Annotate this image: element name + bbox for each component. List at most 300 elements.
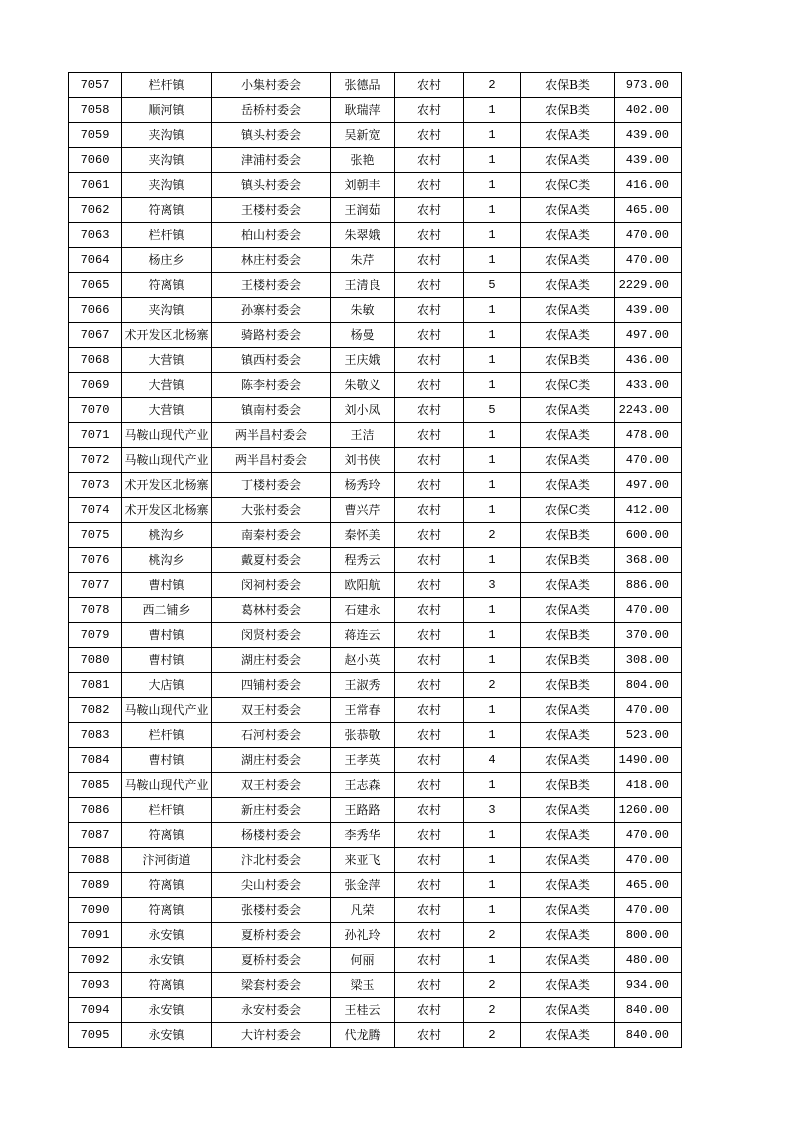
household-count-cell: 1 <box>464 448 521 473</box>
village-cell: 汴北村委会 <box>212 848 331 873</box>
amount-cell: 465.00 <box>615 873 682 898</box>
insurance-category-cell: 农保B类 <box>521 348 615 373</box>
household-count-cell: 3 <box>464 573 521 598</box>
serial-number-cell: 7058 <box>69 98 122 123</box>
serial-number-cell: 7060 <box>69 148 122 173</box>
insurance-category-cell: 农保A类 <box>521 973 615 998</box>
town-cell: 马鞍山现代产业 <box>122 698 212 723</box>
area-type-cell: 农村 <box>395 823 464 848</box>
table-row <box>69 923 682 948</box>
amount-cell: 886.00 <box>615 573 682 598</box>
household-count-cell: 1 <box>464 148 521 173</box>
town-cell: 大营镇 <box>122 348 212 373</box>
household-count-cell: 1 <box>464 898 521 923</box>
town-cell: 夹沟镇 <box>122 298 212 323</box>
table-row <box>69 823 682 848</box>
town-cell: 栏杆镇 <box>122 798 212 823</box>
town-cell: 永安镇 <box>122 948 212 973</box>
household-count-cell: 1 <box>464 423 521 448</box>
area-type-cell: 农村 <box>395 548 464 573</box>
household-count-cell: 1 <box>464 298 521 323</box>
serial-number-cell: 7075 <box>69 523 122 548</box>
serial-number-cell: 7088 <box>69 848 122 873</box>
town-cell: 永安镇 <box>122 1023 212 1048</box>
amount-cell: 368.00 <box>615 548 682 573</box>
insurance-category-cell: 农保A类 <box>521 923 615 948</box>
table-row <box>69 473 682 498</box>
table-row <box>69 373 682 398</box>
town-cell: 符离镇 <box>122 873 212 898</box>
insurance-category-cell: 农保A类 <box>521 848 615 873</box>
town-cell: 曹村镇 <box>122 573 212 598</box>
town-cell: 马鞍山现代产业 <box>122 773 212 798</box>
area-type-cell: 农村 <box>395 98 464 123</box>
amount-cell: 470.00 <box>615 898 682 923</box>
insurance-category-cell: 农保B类 <box>521 73 615 98</box>
town-cell: 大店镇 <box>122 673 212 698</box>
insurance-category-cell: 农保B类 <box>521 773 615 798</box>
table-row <box>69 648 682 673</box>
area-type-cell: 农村 <box>395 848 464 873</box>
village-cell: 双王村委会 <box>212 698 331 723</box>
area-type-cell: 农村 <box>395 998 464 1023</box>
household-count-cell: 1 <box>464 598 521 623</box>
insurance-category-cell: 农保B类 <box>521 98 615 123</box>
amount-cell: 840.00 <box>615 1023 682 1048</box>
household-count-cell: 2 <box>464 1023 521 1048</box>
table-row <box>69 773 682 798</box>
person-name-cell: 张德品 <box>331 73 395 98</box>
serial-number-cell: 7091 <box>69 923 122 948</box>
table-row <box>69 798 682 823</box>
town-cell: 符离镇 <box>122 973 212 998</box>
insurance-category-cell: 农保B类 <box>521 623 615 648</box>
household-count-cell: 1 <box>464 623 521 648</box>
area-type-cell: 农村 <box>395 298 464 323</box>
insurance-category-cell: 农保A类 <box>521 748 615 773</box>
town-cell: 符离镇 <box>122 198 212 223</box>
table-row <box>69 598 682 623</box>
table-row <box>69 498 682 523</box>
village-cell: 杨楼村委会 <box>212 823 331 848</box>
person-name-cell: 王桂云 <box>331 998 395 1023</box>
village-cell: 镇头村委会 <box>212 123 331 148</box>
amount-cell: 1490.00 <box>615 748 682 773</box>
village-cell: 夏桥村委会 <box>212 948 331 973</box>
person-name-cell: 朱敏 <box>331 298 395 323</box>
area-type-cell: 农村 <box>395 873 464 898</box>
serial-number-cell: 7090 <box>69 898 122 923</box>
household-count-cell: 1 <box>464 348 521 373</box>
insurance-category-cell: 农保A类 <box>521 798 615 823</box>
town-cell: 夹沟镇 <box>122 173 212 198</box>
person-name-cell: 代龙腾 <box>331 1023 395 1048</box>
person-name-cell: 耿瑞萍 <box>331 98 395 123</box>
household-count-cell: 1 <box>464 548 521 573</box>
area-type-cell: 农村 <box>395 498 464 523</box>
amount-cell: 402.00 <box>615 98 682 123</box>
serial-number-cell: 7092 <box>69 948 122 973</box>
household-count-cell: 1 <box>464 473 521 498</box>
area-type-cell: 农村 <box>395 948 464 973</box>
insurance-category-cell: 农保B类 <box>521 523 615 548</box>
village-cell: 镇头村委会 <box>212 173 331 198</box>
village-cell: 湖庄村委会 <box>212 748 331 773</box>
amount-cell: 465.00 <box>615 198 682 223</box>
table-body <box>69 73 682 1048</box>
serial-number-cell: 7071 <box>69 423 122 448</box>
area-type-cell: 农村 <box>395 198 464 223</box>
village-cell: 葛林村委会 <box>212 598 331 623</box>
person-name-cell: 王洁 <box>331 423 395 448</box>
serial-number-cell: 7072 <box>69 448 122 473</box>
insurance-category-cell: 农保A类 <box>521 148 615 173</box>
serial-number-cell: 7064 <box>69 248 122 273</box>
household-count-cell: 1 <box>464 98 521 123</box>
village-cell: 柏山村委会 <box>212 223 331 248</box>
table-row <box>69 248 682 273</box>
area-type-cell: 农村 <box>395 598 464 623</box>
town-cell: 汴河街道 <box>122 848 212 873</box>
insurance-category-cell: 农保A类 <box>521 723 615 748</box>
household-count-cell: 1 <box>464 773 521 798</box>
table-row <box>69 548 682 573</box>
person-name-cell: 何丽 <box>331 948 395 973</box>
town-cell: 夹沟镇 <box>122 148 212 173</box>
village-cell: 津浦村委会 <box>212 148 331 173</box>
person-name-cell: 王志森 <box>331 773 395 798</box>
amount-cell: 433.00 <box>615 373 682 398</box>
village-cell: 双王村委会 <box>212 773 331 798</box>
person-name-cell: 程秀云 <box>331 548 395 573</box>
amount-cell: 840.00 <box>615 998 682 1023</box>
amount-cell: 418.00 <box>615 773 682 798</box>
household-count-cell: 5 <box>464 273 521 298</box>
town-cell: 马鞍山现代产业 <box>122 448 212 473</box>
amount-cell: 2229.00 <box>615 273 682 298</box>
town-cell: 永安镇 <box>122 923 212 948</box>
amount-cell: 308.00 <box>615 648 682 673</box>
area-type-cell: 农村 <box>395 648 464 673</box>
serial-number-cell: 7085 <box>69 773 122 798</box>
area-type-cell: 农村 <box>395 223 464 248</box>
area-type-cell: 农村 <box>395 248 464 273</box>
amount-cell: 497.00 <box>615 323 682 348</box>
amount-cell: 412.00 <box>615 498 682 523</box>
household-count-cell: 2 <box>464 523 521 548</box>
village-cell: 王楼村委会 <box>212 198 331 223</box>
insurance-category-cell: 农保C类 <box>521 498 615 523</box>
household-count-cell: 1 <box>464 123 521 148</box>
person-name-cell: 王淑秀 <box>331 673 395 698</box>
insurance-category-cell: 农保B类 <box>521 648 615 673</box>
person-name-cell: 凡荣 <box>331 898 395 923</box>
area-type-cell: 农村 <box>395 473 464 498</box>
person-name-cell: 欧阳航 <box>331 573 395 598</box>
table-row <box>69 273 682 298</box>
person-name-cell: 秦怀美 <box>331 523 395 548</box>
person-name-cell: 杨曼 <box>331 323 395 348</box>
serial-number-cell: 7084 <box>69 748 122 773</box>
amount-cell: 470.00 <box>615 823 682 848</box>
household-count-cell: 2 <box>464 923 521 948</box>
village-cell: 梁套村委会 <box>212 973 331 998</box>
area-type-cell: 农村 <box>395 1023 464 1048</box>
town-cell: 符离镇 <box>122 898 212 923</box>
serial-number-cell: 7066 <box>69 298 122 323</box>
household-count-cell: 3 <box>464 798 521 823</box>
person-name-cell: 蒋连云 <box>331 623 395 648</box>
area-type-cell: 农村 <box>395 173 464 198</box>
insurance-category-cell: 农保A类 <box>521 873 615 898</box>
area-type-cell: 农村 <box>395 348 464 373</box>
village-cell: 两半昌村委会 <box>212 448 331 473</box>
table-row <box>69 873 682 898</box>
amount-cell: 478.00 <box>615 423 682 448</box>
table-row <box>69 523 682 548</box>
village-cell: 夏桥村委会 <box>212 923 331 948</box>
village-cell: 丁楼村委会 <box>212 473 331 498</box>
serial-number-cell: 7082 <box>69 698 122 723</box>
table-row <box>69 673 682 698</box>
village-cell: 张楼村委会 <box>212 898 331 923</box>
area-type-cell: 农村 <box>395 973 464 998</box>
table-row <box>69 73 682 98</box>
insurance-category-cell: 农保A类 <box>521 423 615 448</box>
person-name-cell: 李秀华 <box>331 823 395 848</box>
household-count-cell: 2 <box>464 73 521 98</box>
insurance-category-cell: 农保A类 <box>521 248 615 273</box>
household-count-cell: 1 <box>464 223 521 248</box>
area-type-cell: 农村 <box>395 673 464 698</box>
area-type-cell: 农村 <box>395 748 464 773</box>
serial-number-cell: 7081 <box>69 673 122 698</box>
serial-number-cell: 7089 <box>69 873 122 898</box>
amount-cell: 973.00 <box>615 73 682 98</box>
person-name-cell: 王庆娥 <box>331 348 395 373</box>
serial-number-cell: 7077 <box>69 573 122 598</box>
table-row <box>69 848 682 873</box>
household-count-cell: 4 <box>464 748 521 773</box>
table-row <box>69 323 682 348</box>
person-name-cell: 朱敬义 <box>331 373 395 398</box>
amount-cell: 480.00 <box>615 948 682 973</box>
town-cell: 曹村镇 <box>122 748 212 773</box>
area-type-cell: 农村 <box>395 148 464 173</box>
person-name-cell: 梁玉 <box>331 973 395 998</box>
insurance-category-cell: 农保A类 <box>521 298 615 323</box>
serial-number-cell: 7067 <box>69 323 122 348</box>
amount-cell: 800.00 <box>615 923 682 948</box>
household-count-cell: 1 <box>464 948 521 973</box>
household-count-cell: 1 <box>464 323 521 348</box>
person-name-cell: 王孝英 <box>331 748 395 773</box>
household-count-cell: 1 <box>464 173 521 198</box>
table-row <box>69 173 682 198</box>
serial-number-cell: 7080 <box>69 648 122 673</box>
amount-cell: 1260.00 <box>615 798 682 823</box>
village-cell: 岳桥村委会 <box>212 98 331 123</box>
town-cell: 永安镇 <box>122 998 212 1023</box>
table-row <box>69 148 682 173</box>
amount-cell: 600.00 <box>615 523 682 548</box>
insurance-category-cell: 农保A类 <box>521 273 615 298</box>
village-cell: 镇南村委会 <box>212 398 331 423</box>
serial-number-cell: 7074 <box>69 498 122 523</box>
table-row <box>69 998 682 1023</box>
insurance-category-cell: 农保A类 <box>521 1023 615 1048</box>
insurance-category-cell: 农保A类 <box>521 123 615 148</box>
table-row <box>69 898 682 923</box>
serial-number-cell: 7095 <box>69 1023 122 1048</box>
household-count-cell: 2 <box>464 973 521 998</box>
town-cell: 术开发区北杨寨 <box>122 473 212 498</box>
town-cell: 符离镇 <box>122 273 212 298</box>
serial-number-cell: 7087 <box>69 823 122 848</box>
area-type-cell: 农村 <box>395 123 464 148</box>
table-row <box>69 948 682 973</box>
town-cell: 桃沟乡 <box>122 523 212 548</box>
village-cell: 大张村委会 <box>212 498 331 523</box>
insurance-category-cell: 农保B类 <box>521 673 615 698</box>
area-type-cell: 农村 <box>395 698 464 723</box>
village-cell: 骑路村委会 <box>212 323 331 348</box>
table-row <box>69 448 682 473</box>
household-count-cell: 1 <box>464 198 521 223</box>
serial-number-cell: 7059 <box>69 123 122 148</box>
town-cell: 夹沟镇 <box>122 123 212 148</box>
serial-number-cell: 7069 <box>69 373 122 398</box>
person-name-cell: 王清良 <box>331 273 395 298</box>
household-count-cell: 1 <box>464 498 521 523</box>
table-row <box>69 223 682 248</box>
household-count-cell: 2 <box>464 673 521 698</box>
table-row <box>69 1023 682 1048</box>
village-cell: 闵祠村委会 <box>212 573 331 598</box>
amount-cell: 470.00 <box>615 248 682 273</box>
table-row <box>69 698 682 723</box>
town-cell: 曹村镇 <box>122 648 212 673</box>
insurance-category-cell: 农保A类 <box>521 398 615 423</box>
serial-number-cell: 7062 <box>69 198 122 223</box>
person-name-cell: 张恭敬 <box>331 723 395 748</box>
table-row <box>69 123 682 148</box>
village-cell: 王楼村委会 <box>212 273 331 298</box>
table-row <box>69 573 682 598</box>
insurance-category-cell: 农保C类 <box>521 373 615 398</box>
amount-cell: 439.00 <box>615 123 682 148</box>
insurance-category-cell: 农保A类 <box>521 198 615 223</box>
person-name-cell: 杨秀玲 <box>331 473 395 498</box>
serial-number-cell: 7073 <box>69 473 122 498</box>
household-count-cell: 1 <box>464 373 521 398</box>
household-count-cell: 1 <box>464 848 521 873</box>
area-type-cell: 农村 <box>395 573 464 598</box>
town-cell: 术开发区北杨寨 <box>122 498 212 523</box>
area-type-cell: 农村 <box>395 923 464 948</box>
amount-cell: 497.00 <box>615 473 682 498</box>
amount-cell: 523.00 <box>615 723 682 748</box>
person-name-cell: 王润茹 <box>331 198 395 223</box>
serial-number-cell: 7070 <box>69 398 122 423</box>
serial-number-cell: 7065 <box>69 273 122 298</box>
town-cell: 大营镇 <box>122 373 212 398</box>
amount-cell: 2243.00 <box>615 398 682 423</box>
area-type-cell: 农村 <box>395 423 464 448</box>
insurance-category-cell: 农保A类 <box>521 823 615 848</box>
person-name-cell: 王路路 <box>331 798 395 823</box>
serial-number-cell: 7078 <box>69 598 122 623</box>
household-count-cell: 1 <box>464 698 521 723</box>
village-cell: 孙寨村委会 <box>212 298 331 323</box>
area-type-cell: 农村 <box>395 323 464 348</box>
town-cell: 栏杆镇 <box>122 723 212 748</box>
amount-cell: 470.00 <box>615 448 682 473</box>
insurance-category-cell: 农保A类 <box>521 473 615 498</box>
table-row <box>69 298 682 323</box>
person-name-cell: 刘书侠 <box>331 448 395 473</box>
village-cell: 石河村委会 <box>212 723 331 748</box>
table-row <box>69 723 682 748</box>
village-cell: 大许村委会 <box>212 1023 331 1048</box>
serial-number-cell: 7076 <box>69 548 122 573</box>
household-count-cell: 2 <box>464 998 521 1023</box>
table-row <box>69 973 682 998</box>
person-name-cell: 来亚飞 <box>331 848 395 873</box>
insurance-category-cell: 农保A类 <box>521 998 615 1023</box>
table-row <box>69 748 682 773</box>
amount-cell: 804.00 <box>615 673 682 698</box>
village-cell: 永安村委会 <box>212 998 331 1023</box>
town-cell: 杨庄乡 <box>122 248 212 273</box>
insurance-category-cell: 农保A类 <box>521 448 615 473</box>
amount-cell: 370.00 <box>615 623 682 648</box>
village-cell: 小集村委会 <box>212 73 331 98</box>
insurance-category-cell: 农保A类 <box>521 898 615 923</box>
data-table <box>68 72 682 1048</box>
person-name-cell: 张艳 <box>331 148 395 173</box>
insurance-category-cell: 农保C类 <box>521 173 615 198</box>
person-name-cell: 朱芹 <box>331 248 395 273</box>
town-cell: 西二铺乡 <box>122 598 212 623</box>
amount-cell: 439.00 <box>615 298 682 323</box>
area-type-cell: 农村 <box>395 623 464 648</box>
amount-cell: 470.00 <box>615 598 682 623</box>
serial-number-cell: 7093 <box>69 973 122 998</box>
town-cell: 马鞍山现代产业 <box>122 423 212 448</box>
area-type-cell: 农村 <box>395 448 464 473</box>
village-cell: 两半昌村委会 <box>212 423 331 448</box>
serial-number-cell: 7083 <box>69 723 122 748</box>
amount-cell: 416.00 <box>615 173 682 198</box>
amount-cell: 934.00 <box>615 973 682 998</box>
insurance-category-cell: 农保A类 <box>521 698 615 723</box>
person-name-cell: 赵小英 <box>331 648 395 673</box>
household-count-cell: 1 <box>464 723 521 748</box>
village-cell: 戴夏村委会 <box>212 548 331 573</box>
amount-cell: 470.00 <box>615 698 682 723</box>
household-count-cell: 1 <box>464 248 521 273</box>
town-cell: 符离镇 <box>122 823 212 848</box>
village-cell: 陈李村委会 <box>212 373 331 398</box>
amount-cell: 470.00 <box>615 848 682 873</box>
amount-cell: 470.00 <box>615 223 682 248</box>
person-name-cell: 朱翠娥 <box>331 223 395 248</box>
insurance-category-cell: 农保A类 <box>521 948 615 973</box>
village-cell: 尖山村委会 <box>212 873 331 898</box>
town-cell: 曹村镇 <box>122 623 212 648</box>
table-row <box>69 623 682 648</box>
